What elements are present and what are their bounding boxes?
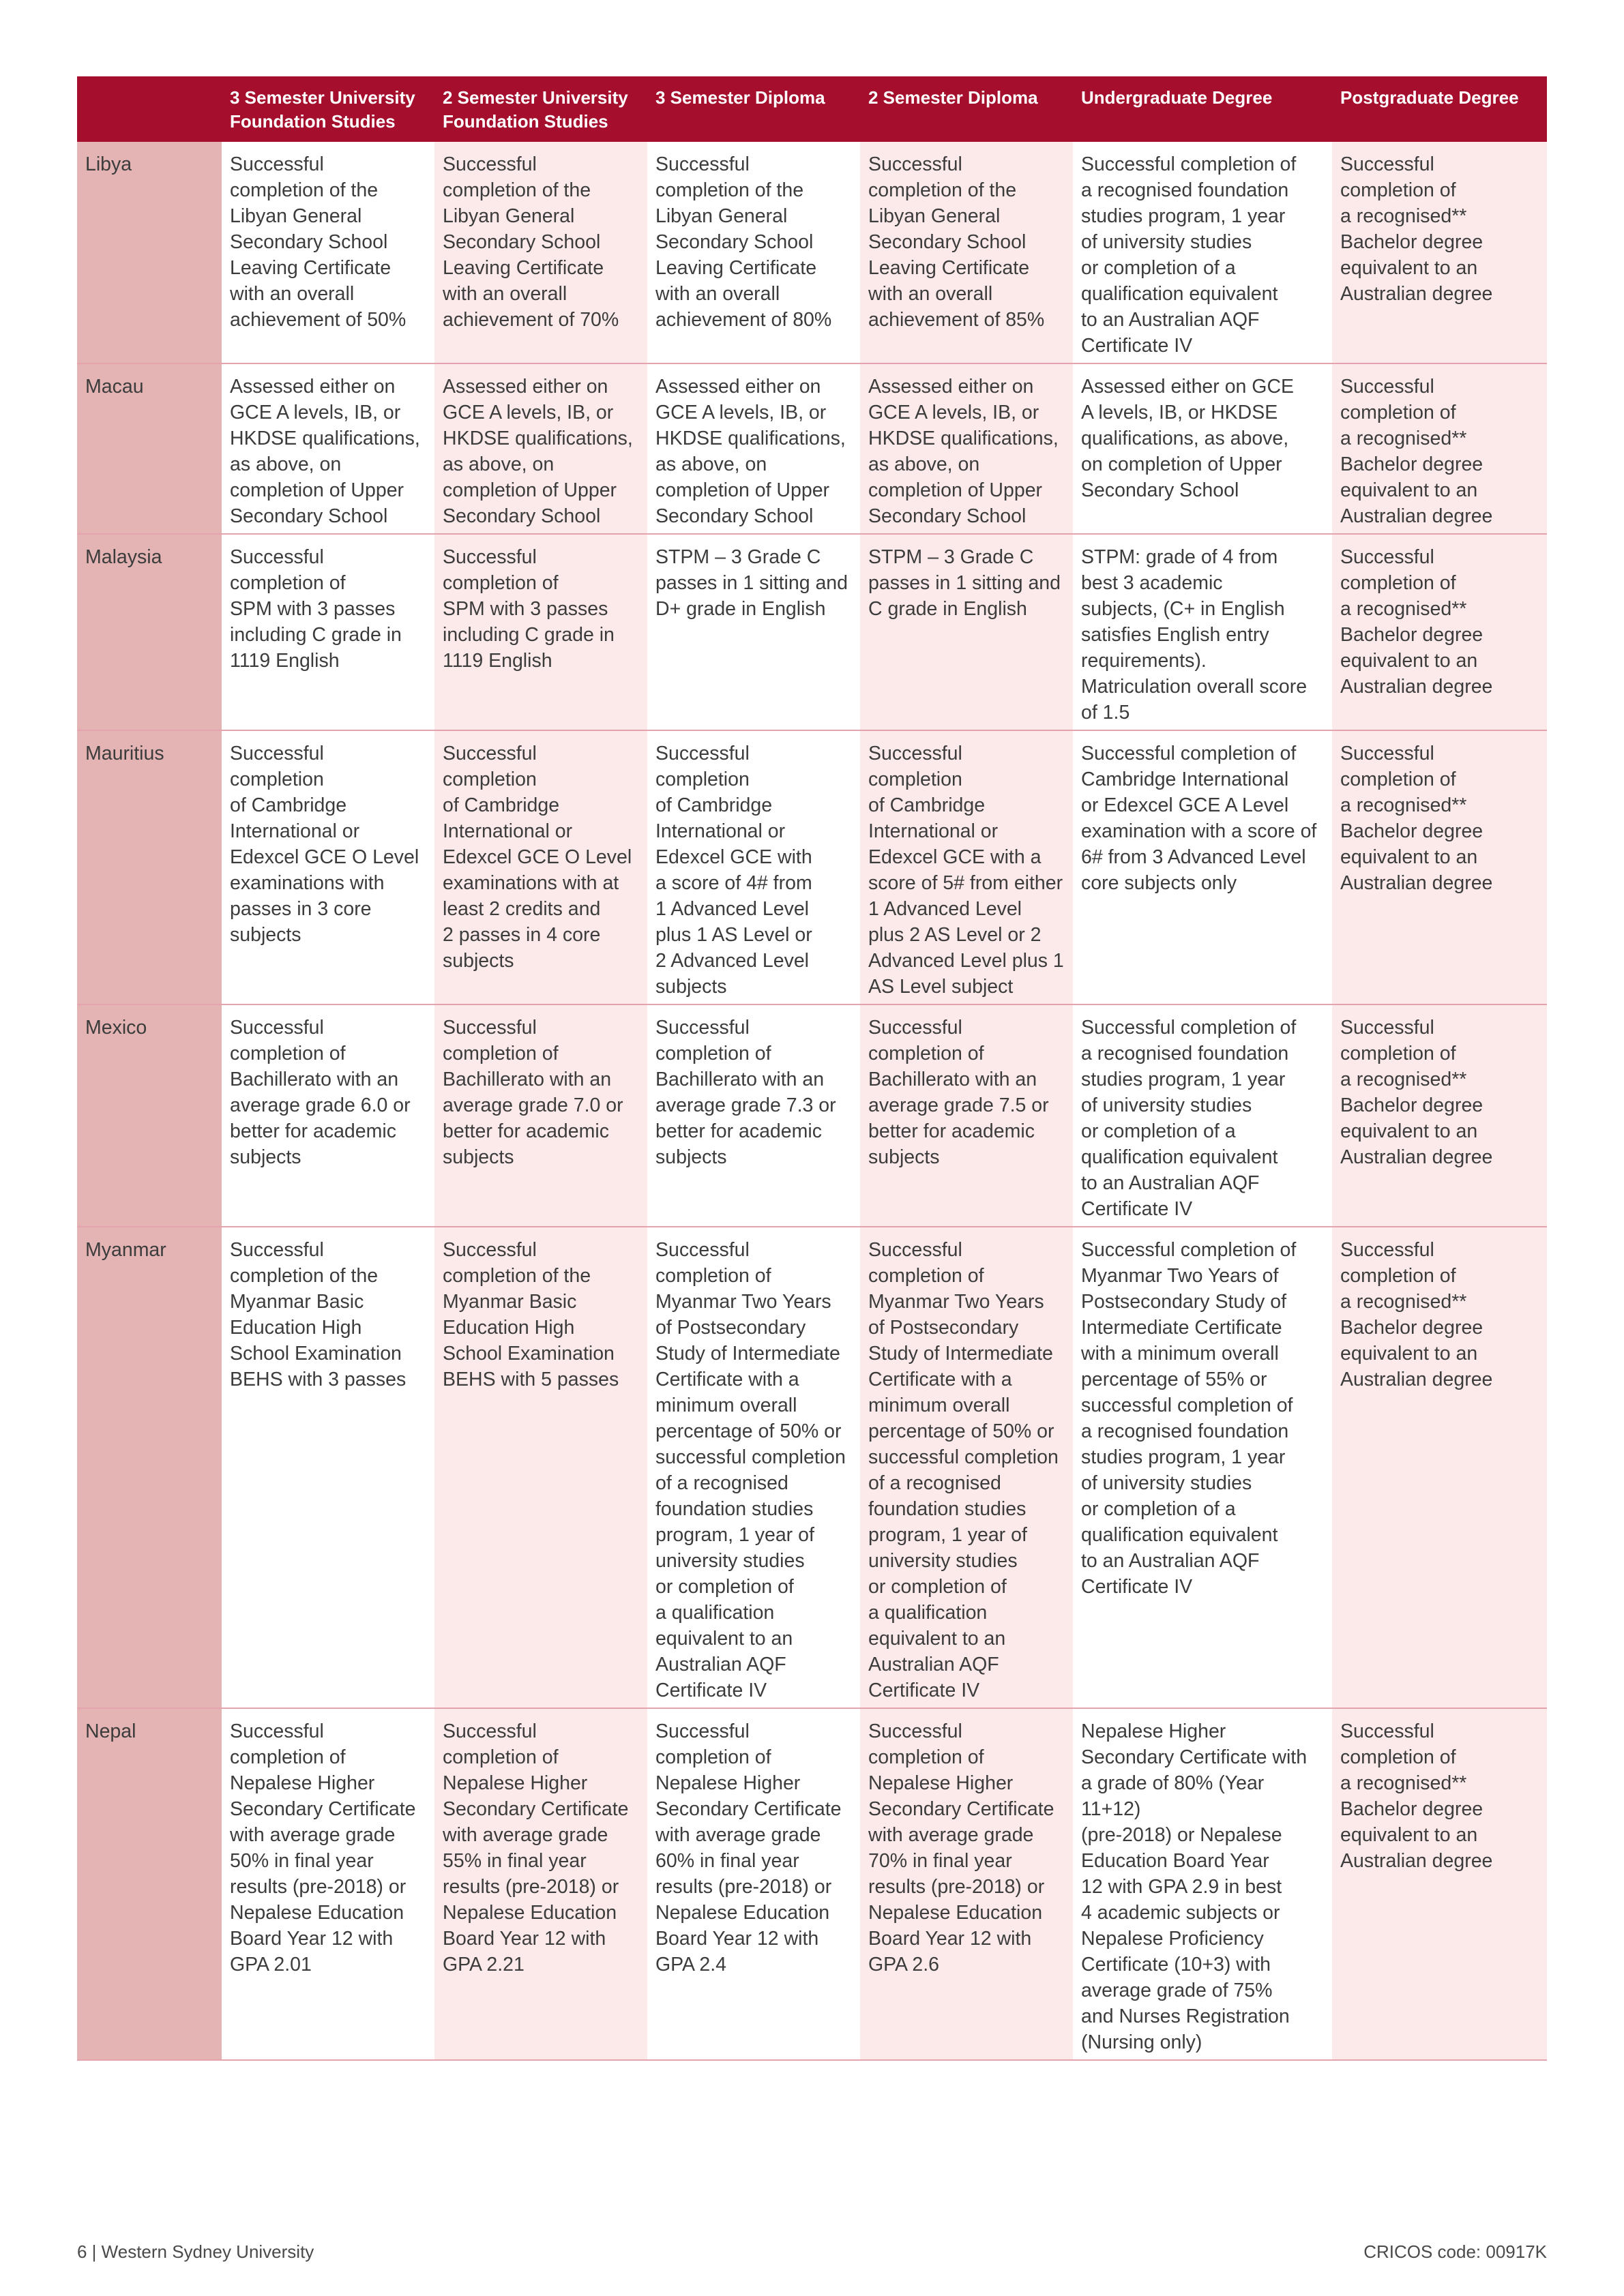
requirement-cell: Successful completion of Cambridge International or Edexcel GCE with a score of 4# from 1 Advanced Level plus 1 AS Level or 2 Advanced Level subjects — [647, 730, 860, 1004]
requirement-cell: Successful completion of Myanmar Two Years of Postsecondary Study of Intermediate Certificate with a minimum overall percentage of 55% or successful completion of a recognised foundation studies program, 1 year of university studies or completion of a qualification equivalent to an Australian AQF Certificate IV — [1073, 1227, 1332, 1708]
requirement-cell: Successful completion of a recognised** Bachelor degree equivalent to an Australian degree — [1332, 363, 1547, 534]
requirement-cell: Successful completion of Myanmar Two Years of Postsecondary Study of Intermediate Certificate with a minimum overall percentage of 50% or successful completion of a recognised foundation studies program, 1 year of university studies or completion of a qualification equivalent to an Australian AQF Certificate IV — [647, 1227, 860, 1708]
requirement-cell: Successful completion of Bachillerato with an average grade 7.0 or better for academic subjects — [434, 1004, 647, 1227]
requirement-cell: Assessed either on GCE A levels, IB, or HKDSE qualifications, as above, on completion of Upper Secondary School — [222, 363, 434, 534]
requirement-cell: Assessed either on GCE A levels, IB, or HKDSE qualifications, as above, on completion of Upper Secondary School — [434, 363, 647, 534]
header-qualification: 2 Semester University Foundation Studies — [434, 76, 647, 142]
table-row — [77, 730, 1547, 1004]
requirement-cell: Successful completion of a recognised** Bachelor degree equivalent to an Australian degree — [1332, 1004, 1547, 1227]
requirement-cell: Assessed either on GCE A levels, IB, or HKDSE qualifications, as above, on completion of Upper Secondary School — [647, 363, 860, 534]
table-row — [77, 534, 1547, 730]
header-qualification: 2 Semester Diploma — [860, 76, 1073, 142]
footer-cricos-code: CRICOS code: 00917K — [1363, 2241, 1547, 2262]
header-qualification: 3 Semester Diploma — [647, 76, 860, 142]
requirement-cell: Successful completion of Nepalese Higher Secondary Certificate with average grade 70% in final year results (pre-2018) or Nepalese Education Board Year 12 with GPA 2.6 — [860, 1708, 1073, 2060]
requirement-cell: Successful completion of a recognised** Bachelor degree equivalent to an Australian degree — [1332, 1708, 1547, 2060]
requirement-cell: Successful completion of a recognised** Bachelor degree equivalent to an Australian degree — [1332, 534, 1547, 730]
requirement-cell: Successful completion of the Libyan General Secondary School Leaving Certificate with an overall achievement of 85% — [860, 142, 1073, 363]
requirement-cell: Successful completion of a recognised** Bachelor degree equivalent to an Australian degree — [1332, 730, 1547, 1004]
table-row — [77, 363, 1547, 534]
requirement-cell: Successful completion of SPM with 3 passes including C grade in 1119 English — [222, 534, 434, 730]
requirement-cell: STPM – 3 Grade C passes in 1 sitting and C grade in English — [860, 534, 1073, 730]
requirement-cell: Successful completion of a recognised foundation studies program, 1 year of university studies or completion of a qualification equivalent to an Australian AQF Certificate IV — [1073, 142, 1332, 363]
requirement-cell: Successful completion of a recognised** Bachelor degree equivalent to an Australian degree — [1332, 1227, 1547, 1708]
requirement-cell: Successful completion of Cambridge International or Edexcel GCE A Level examination with a score of 6# from 3 Advanced Level core subjects only — [1073, 730, 1332, 1004]
requirement-cell: Successful completion of the Myanmar Basic Education High School Examination BEHS with 3 passes — [222, 1227, 434, 1708]
requirement-cell: Assessed either on GCE A levels, IB, or HKDSE qualifications, as above, on completion of Upper Secondary School — [1073, 363, 1332, 534]
requirement-cell: Successful completion of Cambridge International or Edexcel GCE O Level examinations with at least 2 credits and 2 passes in 4 core subjects — [434, 730, 647, 1004]
requirement-cell: Successful completion of the Libyan General Secondary School Leaving Certificate with an overall achievement of 50% — [222, 142, 434, 363]
requirement-cell: Successful completion of Myanmar Two Years of Postsecondary Study of Intermediate Certificate with a minimum overall percentage of 50% or successful completion of a recognised foundation studies program, 1 year of university studies or completion of a qualification equivalent to an Australian AQF Certificate IV — [860, 1227, 1073, 1708]
country-cell: Nepal — [77, 1708, 222, 2060]
requirement-cell: Nepalese Higher Secondary Certificate with a grade of 80% (Year 11+12) (pre-2018) or Nepalese Education Board Year 12 with GPA 2.9 in best 4 academic subjects or Nepalese Proficiency Certificate (10+3) with average grade of 75% and Nurses Registration (Nursing only) — [1073, 1708, 1332, 2060]
requirement-cell: Successful completion of a recognised foundation studies program, 1 year of university studies or completion of a qualification equivalent to an Australian AQF Certificate IV — [1073, 1004, 1332, 1227]
header-country — [77, 76, 222, 142]
table-header — [77, 76, 1547, 142]
requirement-cell: Successful completion of the Myanmar Basic Education High School Examination BEHS with 5 passes — [434, 1227, 647, 1708]
requirement-cell: Successful completion of the Libyan General Secondary School Leaving Certificate with an overall achievement of 70% — [434, 142, 647, 363]
table-row — [77, 1708, 1547, 2060]
table-row — [77, 1004, 1547, 1227]
country-cell: Malaysia — [77, 534, 222, 730]
requirement-cell: STPM – 3 Grade C passes in 1 sitting and D+ grade in English — [647, 534, 860, 730]
country-cell: Macau — [77, 363, 222, 534]
requirement-cell: Successful completion of Bachillerato with an average grade 6.0 or better for academic subjects — [222, 1004, 434, 1227]
requirement-cell: STPM: grade of 4 from best 3 academic subjects, (C+ in English satisfies English entry requirements). Matriculation overall score of 1.5 — [1073, 534, 1332, 730]
entry-requirements-table — [77, 76, 1547, 2061]
table-row — [77, 142, 1547, 363]
header-row — [77, 76, 1547, 142]
country-cell: Mauritius — [77, 730, 222, 1004]
table-row — [77, 1227, 1547, 1708]
requirement-cell: Successful completion of Nepalese Higher Secondary Certificate with average grade 50% in final year results (pre-2018) or Nepalese Education Board Year 12 with GPA 2.01 — [222, 1708, 434, 2060]
requirement-cell: Successful completion of SPM with 3 passes including C grade in 1119 English — [434, 534, 647, 730]
header-qualification: Undergraduate Degree — [1073, 76, 1332, 142]
requirement-cell: Successful completion of a recognised** Bachelor degree equivalent to an Australian degree — [1332, 142, 1547, 363]
requirement-cell: Successful completion of Bachillerato with an average grade 7.5 or better for academic subjects — [860, 1004, 1073, 1227]
country-cell: Libya — [77, 142, 222, 363]
country-cell: Mexico — [77, 1004, 222, 1227]
requirement-cell: Successful completion of Cambridge International or Edexcel GCE O Level examinations with passes in 3 core subjects — [222, 730, 434, 1004]
country-cell: Myanmar — [77, 1227, 222, 1708]
footer-page-info: 6 | Western Sydney University — [77, 2241, 314, 2262]
requirement-cell: Assessed either on GCE A levels, IB, or HKDSE qualifications, as above, on completion of Upper Secondary School — [860, 363, 1073, 534]
header-qualification: Postgraduate Degree — [1332, 76, 1547, 142]
requirement-cell: Successful completion of Nepalese Higher Secondary Certificate with average grade 60% in final year results (pre-2018) or Nepalese Education Board Year 12 with GPA 2.4 — [647, 1708, 860, 2060]
requirement-cell: Successful completion of the Libyan General Secondary School Leaving Certificate with an overall achievement of 80% — [647, 142, 860, 363]
requirement-cell: Successful completion of Nepalese Higher Secondary Certificate with average grade 55% in final year results (pre-2018) or Nepalese Education Board Year 12 with GPA 2.21 — [434, 1708, 647, 2060]
requirement-cell: Successful completion of Cambridge International or Edexcel GCE with a score of 5# from either 1 Advanced Level plus 2 AS Level or 2 Advanced Level plus 1 AS Level subject — [860, 730, 1073, 1004]
header-qualification: 3 Semester University Foundation Studies — [222, 76, 434, 142]
table-body — [77, 142, 1547, 2060]
requirement-cell: Successful completion of Bachillerato with an average grade 7.3 or better for academic subjects — [647, 1004, 860, 1227]
